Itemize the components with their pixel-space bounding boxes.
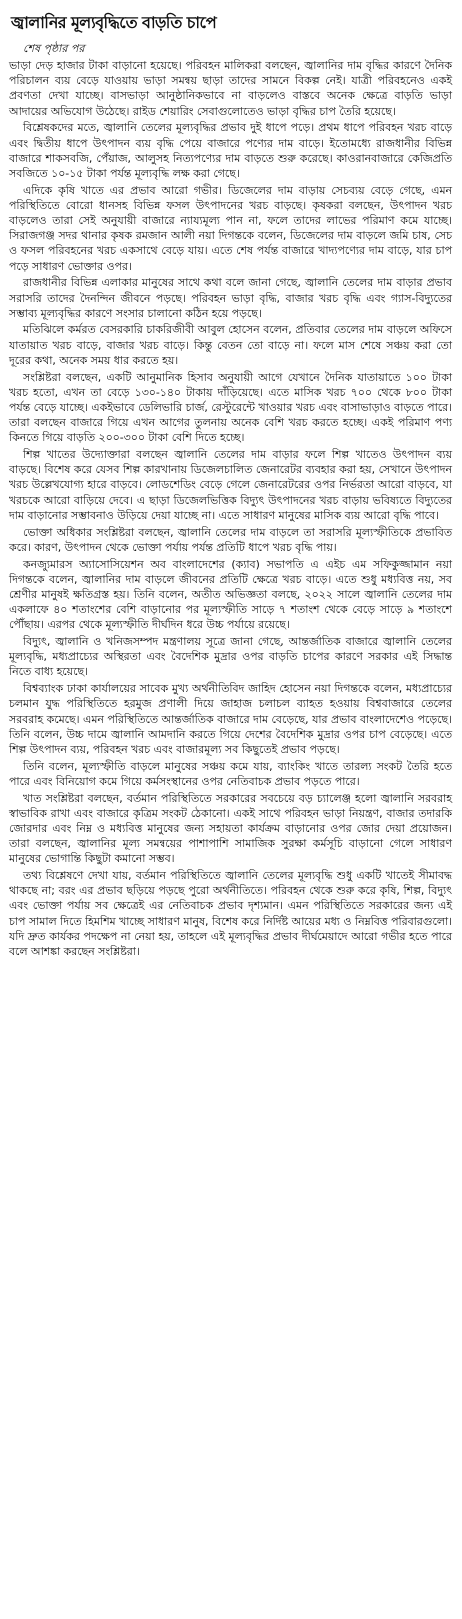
paragraph: ভাড়া দেড় হাজার টাকা বাড়ানো হয়েছে। পরিবহন মালিকরা বলছেন, জ্বালানির দাম বৃদ্ধির কারণে দৈনিক পরিচালন ব্যয় বেড়ে যাওয়ায় ভাড়া সমন্বয় ছাড়া তাদের সামনে বিকল্প নেই। যাত্রী পরিবহনেও একই প্রবণতা দেখা যাচ্ছে। বাসভাড়া আনুষ্ঠানিকভাবে না বাড়লেও বাস্তবে অনেক ক্ষেত্রে বাড়তি ভাড়া আদায়ের অভিযোগ উঠেছে। রাইড শেয়ারিং সেবাগুলোতেও ভাড়া বৃদ্ধির চাপ তৈরি হয়েছে। [9,59,452,118]
paragraph: ভোক্তা অধিকার সংশ্লিষ্টরা বলছেন, জ্বালানি তেলের দাম বাড়লে তা সরাসরি মূল্যস্ফীতিকে প্রভাবিত করে। কারণ, উৎপাদন থেকে ভোক্তা পর্যায় পর্যন্ত প্রতিটি ধাপে খরচ বৃদ্ধি পায়। [9,525,452,554]
paragraph: বিশ্বব্যাংক ঢাকা কার্যালয়ের সাবেক মুখ্য অর্থনীতিবিদ জাহিদ হোসেন নয়া দিগন্তকে বলেন, মধ্যপ্রাচ্যের চলমান যুদ্ধ পরিস্থিতিতে হরমুজ প্রণালী দিয়ে জাহাজ চলাচল ব্যাহত হওয়ায় বিশ্ববাজারে তেলের সরবরাহ কমেছে। এমন পরিস্থিতিতে আন্তর্জাতিক বাজারে দাম বেড়েছে, যার প্রভাব বাংলাদেশেও পড়েছে। তিনি বলেন, উচ্চ দামে জ্বালানি আমদানি করতে গিয়ে দেশের বৈদেশিক মুদ্রার ওপর চাপ বেড়েছে। এতে শিল্প উৎপাদন ব্যয়, পরিবহন খরচ এবং বাজারমূল্য সব কিছুতেই প্রভাব পড়ছে। [9,682,452,756]
headline: জ্বালানির মূল্যবৃদ্ধিতে বাড়তি চাপে [11,13,217,32]
paragraph: বিশ্লেষকদের মতে, জ্বালানি তেলের মূল্যবৃদ্ধির প্রভাব দুই ধাপে পড়ে। প্রথম ধাপে পরিবহন খরচ বাড়ে এবং দ্বিতীয় ধাপে উৎপাদন ব্যয় বৃদ্ধি পেয়ে বাজারে পণ্যের দাম বাড়ে। ইতোমধ্যে রাজধানীর বিভিন্ন বাজারে শাকসবজি, পেঁয়াজ, আলুসহ নিত্যপণ্যের দাম বাড়তে শুরু করেছে। কাওরানবাজারে কেজিপ্রতি সবজিতে ১০-১৫ টাকা পর্যন্ত মূল্যবৃদ্ধি লক্ষ করা গেছে। [9,121,452,180]
continued-from-label: শেষ পৃষ্ঠার পর [23,42,85,55]
paragraph: এদিকে কৃষি খাতে এর প্রভাব আরো গভীর। ডিজেলের দাম বাড়ায় সেচব্যয় বেড়ে গেছে, এমন পরিস্থিতিতে বোরো ধানসহ বিভিন্ন ফসল উৎপাদনের খরচ বাড়ছে। কৃষকরা বলছেন, উৎপাদন খরচ বাড়লেও তারা সেই অনুযায়ী বাজারে ন্যায্যমূল্য পান না, ফলে তাদের লাভের পরিমাণ কমে যাচ্ছে। সিরাজগঞ্জ সদর থানার কৃষক রমজান আলী নয়া দিগন্তকে বলেন, ডিজেলের দাম বাড়লে জমি চাষ, সেচ ও ফসল পরিবহনের খরচ একসাথে বেড়ে যায়। এতে শেষ পর্যন্ত বাজারে খাদ্যপণ্যের দাম বাড়ে, যার চাপ পড়ে সাধারণ ভোক্তার ওপর। [9,183,452,273]
paragraph: তথ্য বিশ্লেষণে দেখা যায়, বর্তমান পরিস্থিতিতে জ্বালানি তেলের মূল্যবৃদ্ধি শুধু একটি খাতেই সীমাবদ্ধ থাকছে না; বরং এর প্রভাব ছড়িয়ে পড়ছে পুরো অর্থনীতিতে। পরিবহন থেকে শুরু করে কৃষি, শিল্প, বিদ্যুৎ এবং ভোক্তা পর্যায় সব ক্ষেত্রেই এর নেতিবাচক প্রভাব দৃশ্যমান। এমন পরিস্থিতিতে সরকারের জন্য এই চাপ সামাল দিতে হিমশিম খাচ্ছে সাধারণ মানুষ, বিশেষ করে নির্দিষ্ট আয়ের মধ্য ও নিম্নবিত্ত পরিবারগুলো। যদি দ্রুত কার্যকর পদক্ষেপ না নেয়া হয়, তাহলে এই মূল্যবৃদ্ধির প্রভাব দীর্ঘমেয়াদে আরো গভীর হতে পারে বলে আশঙ্কা করছেন সংশ্লিষ্টরা। [9,869,452,959]
paragraph: বিদ্যুৎ, জ্বালানি ও খনিজসম্পদ মন্ত্রণালয় সূত্রে জানা গেছে, আন্তর্জাতিক বাজারে জ্বালানি তেলের মূল্যবৃদ্ধি, মধ্যপ্রাচ্যের অস্থিরতা এবং বৈদেশিক মুদ্রার ওপর বাড়তি চাপের কারণে সরকার এই সিদ্ধান্ত নিতে বাধ্য হয়েছে। [9,635,452,679]
paragraph: রাজধানীর বিভিন্ন এলাকার মানুষের সাথে কথা বলে জানা গেছে, জ্বালানি তেলের দাম বাড়ার প্রভাব সরাসরি তাদের দৈনন্দিন জীবনে পড়ছে। পরিবহন ভাড়া বৃদ্ধি, বাজার খরচ বৃদ্ধি এবং গ্যাস-বিদ্যুতের সম্ভাব্য মূল্যবৃদ্ধির কারণে সংসার চালানো কঠিন হয়ে পড়ছে। [9,276,452,320]
paragraph: খাত সংশ্লিষ্টরা বলছেন, বর্তমান পরিস্থিতিতে সরকারের সবচেয়ে বড় চ্যালেঞ্জ হলো জ্বালানি সরবরাহ স্বাভাবিক রাখা এবং বাজারে কৃত্রিম সংকট ঠেকানো। একই সাথে পরিবহন ভাড়া নিয়ন্ত্রণ, বাজার তদারকি জোরদার এবং নিম্ন ও মধ্যবিত্ত মানুষের জন্য সহায়তা কার্যক্রম বাড়ানোর ওপর জোর দেয়া প্রয়োজন। তারা বলছেন, জ্বালানির মূল্য সমন্বয়ের পাশাপাশি সামাজিক সুরক্ষা কর্মসূচি বাড়ানো গেলে সাধারণ মানুষের ভোগান্তি কিছুটা কমানো সম্ভব। [9,791,452,866]
paragraph: সংশ্লিষ্টরা বলছেন, একটি আনুমানিক হিসাব অনুযায়ী আগে যেখানে দৈনিক যাতায়াতে ১০০ টাকা খরচ হতো, এখন তা বেড়ে ১৩০-১৪০ টাকায় দাঁড়িয়েছে। এতে মাসিক খরচ ৭০০ থেকে ৮০০ টাকা পর্যন্ত বেড়ে যাচ্ছে। একইভাবে ডেলিভারি চার্জ, রেস্টুরেন্টে খাওয়ার খরচ এবং বাসাভাড়াও বাড়তে পারে। তারা বলছেন বাজারে গিয়ে এখন আগের তুলনায় অনেক বেশি খরচ করতে হচ্ছে। একই পরিমাণ পণ্য কিনতে গিয়ে বাড়তি ২০০-৩০০ টাকা বেশি দিতে হচ্ছে। [9,370,452,445]
paragraph: কনজ্যুমারস অ্যাসোসিয়েশন অব বাংলাদেশের (ক্যাব) সভাপতি এ এইচ এম সফিকুজ্জামান নয়া দিগন্তকে বলেন, জ্বালানির দাম বাড়লে জীবনের প্রতিটি ক্ষেত্রে খরচ বাড়ে। এতে শুধু মধ্যবিত্ত নয়, সব শ্রেণীর মানুষই ক্ষতিগ্রস্ত হয়। তিনি বলেন, অতীত অভিজ্ঞতা বলছে, ২০২২ সালে জ্বালানি তেলের দাম একলাফে ৪০ শতাংশের বেশি বাড়ানোর পর মূল্যস্ফীতি সাড়ে ৭ শতাংশ থেকে বেড়ে সাড়ে ৯ শতাংশে পৌঁছায়। এরপর থেকে মূল্যস্ফীতি দীর্ঘদিন ধরে উচ্চ পর্যায়ে রয়েছে। [9,557,452,632]
paragraph: তিনি বলেন, মূল্যস্ফীতি বাড়লে মানুষের সঞ্চয় কমে যায়, ব্যাংকিং খাতে তারল্য সংকট তৈরি হতে পারে এবং বিনিয়োগ কমে গিয়ে কর্মসংস্থানের ওপর নেতিবাচক প্রভাব পড়তে পারে। [9,759,452,788]
paragraph: মতিঝিলে কর্মরত বেসরকারি চাকরিজীবী আবুল হোসেন বলেন, প্রতিবার তেলের দাম বাড়লে অফিসে যাতায়াত খরচ বাড়ে, বাজার খরচ বাড়ে। কিন্তু বেতন তো বাড়ে না। ফলে মাস শেষে সঞ্চয় করা তো দূরের কথা, অনেক সময় ধার করতে হয়। [9,323,452,367]
paragraph: শিল্প খাতের উদ্যোক্তারা বলছেন জ্বালানি তেলের দাম বাড়ার ফলে শিল্প খাতেও উৎপাদন ব্যয় বাড়ছে। বিশেষ করে যেসব শিল্প কারখানায় ডিজেলচালিত জেনারেটর ব্যবহার করা হয়, সেখানে উৎপাদন খরচ উল্লেখযোগ্য হারে বাড়বে। লোডশেডিং বেড়ে গেলে জেনারেটরের ওপর নির্ভরতা আরো বাড়বে, যা খরচকে আরো বাড়িয়ে দেবে। এ ছাড়া ডিজেলভিত্তিক বিদ্যুৎ উৎপাদনের খরচ বাড়ায় ভবিষ্যতে বিদ্যুতের দাম বাড়ানোর সম্ভাবনাও উড়িয়ে দেয়া যাচ্ছে না। এতে সাধারণ মানুষের মাসিক ব্যয় আরো বৃদ্ধি পাবে। [9,448,452,522]
article-body [9,58,452,959]
